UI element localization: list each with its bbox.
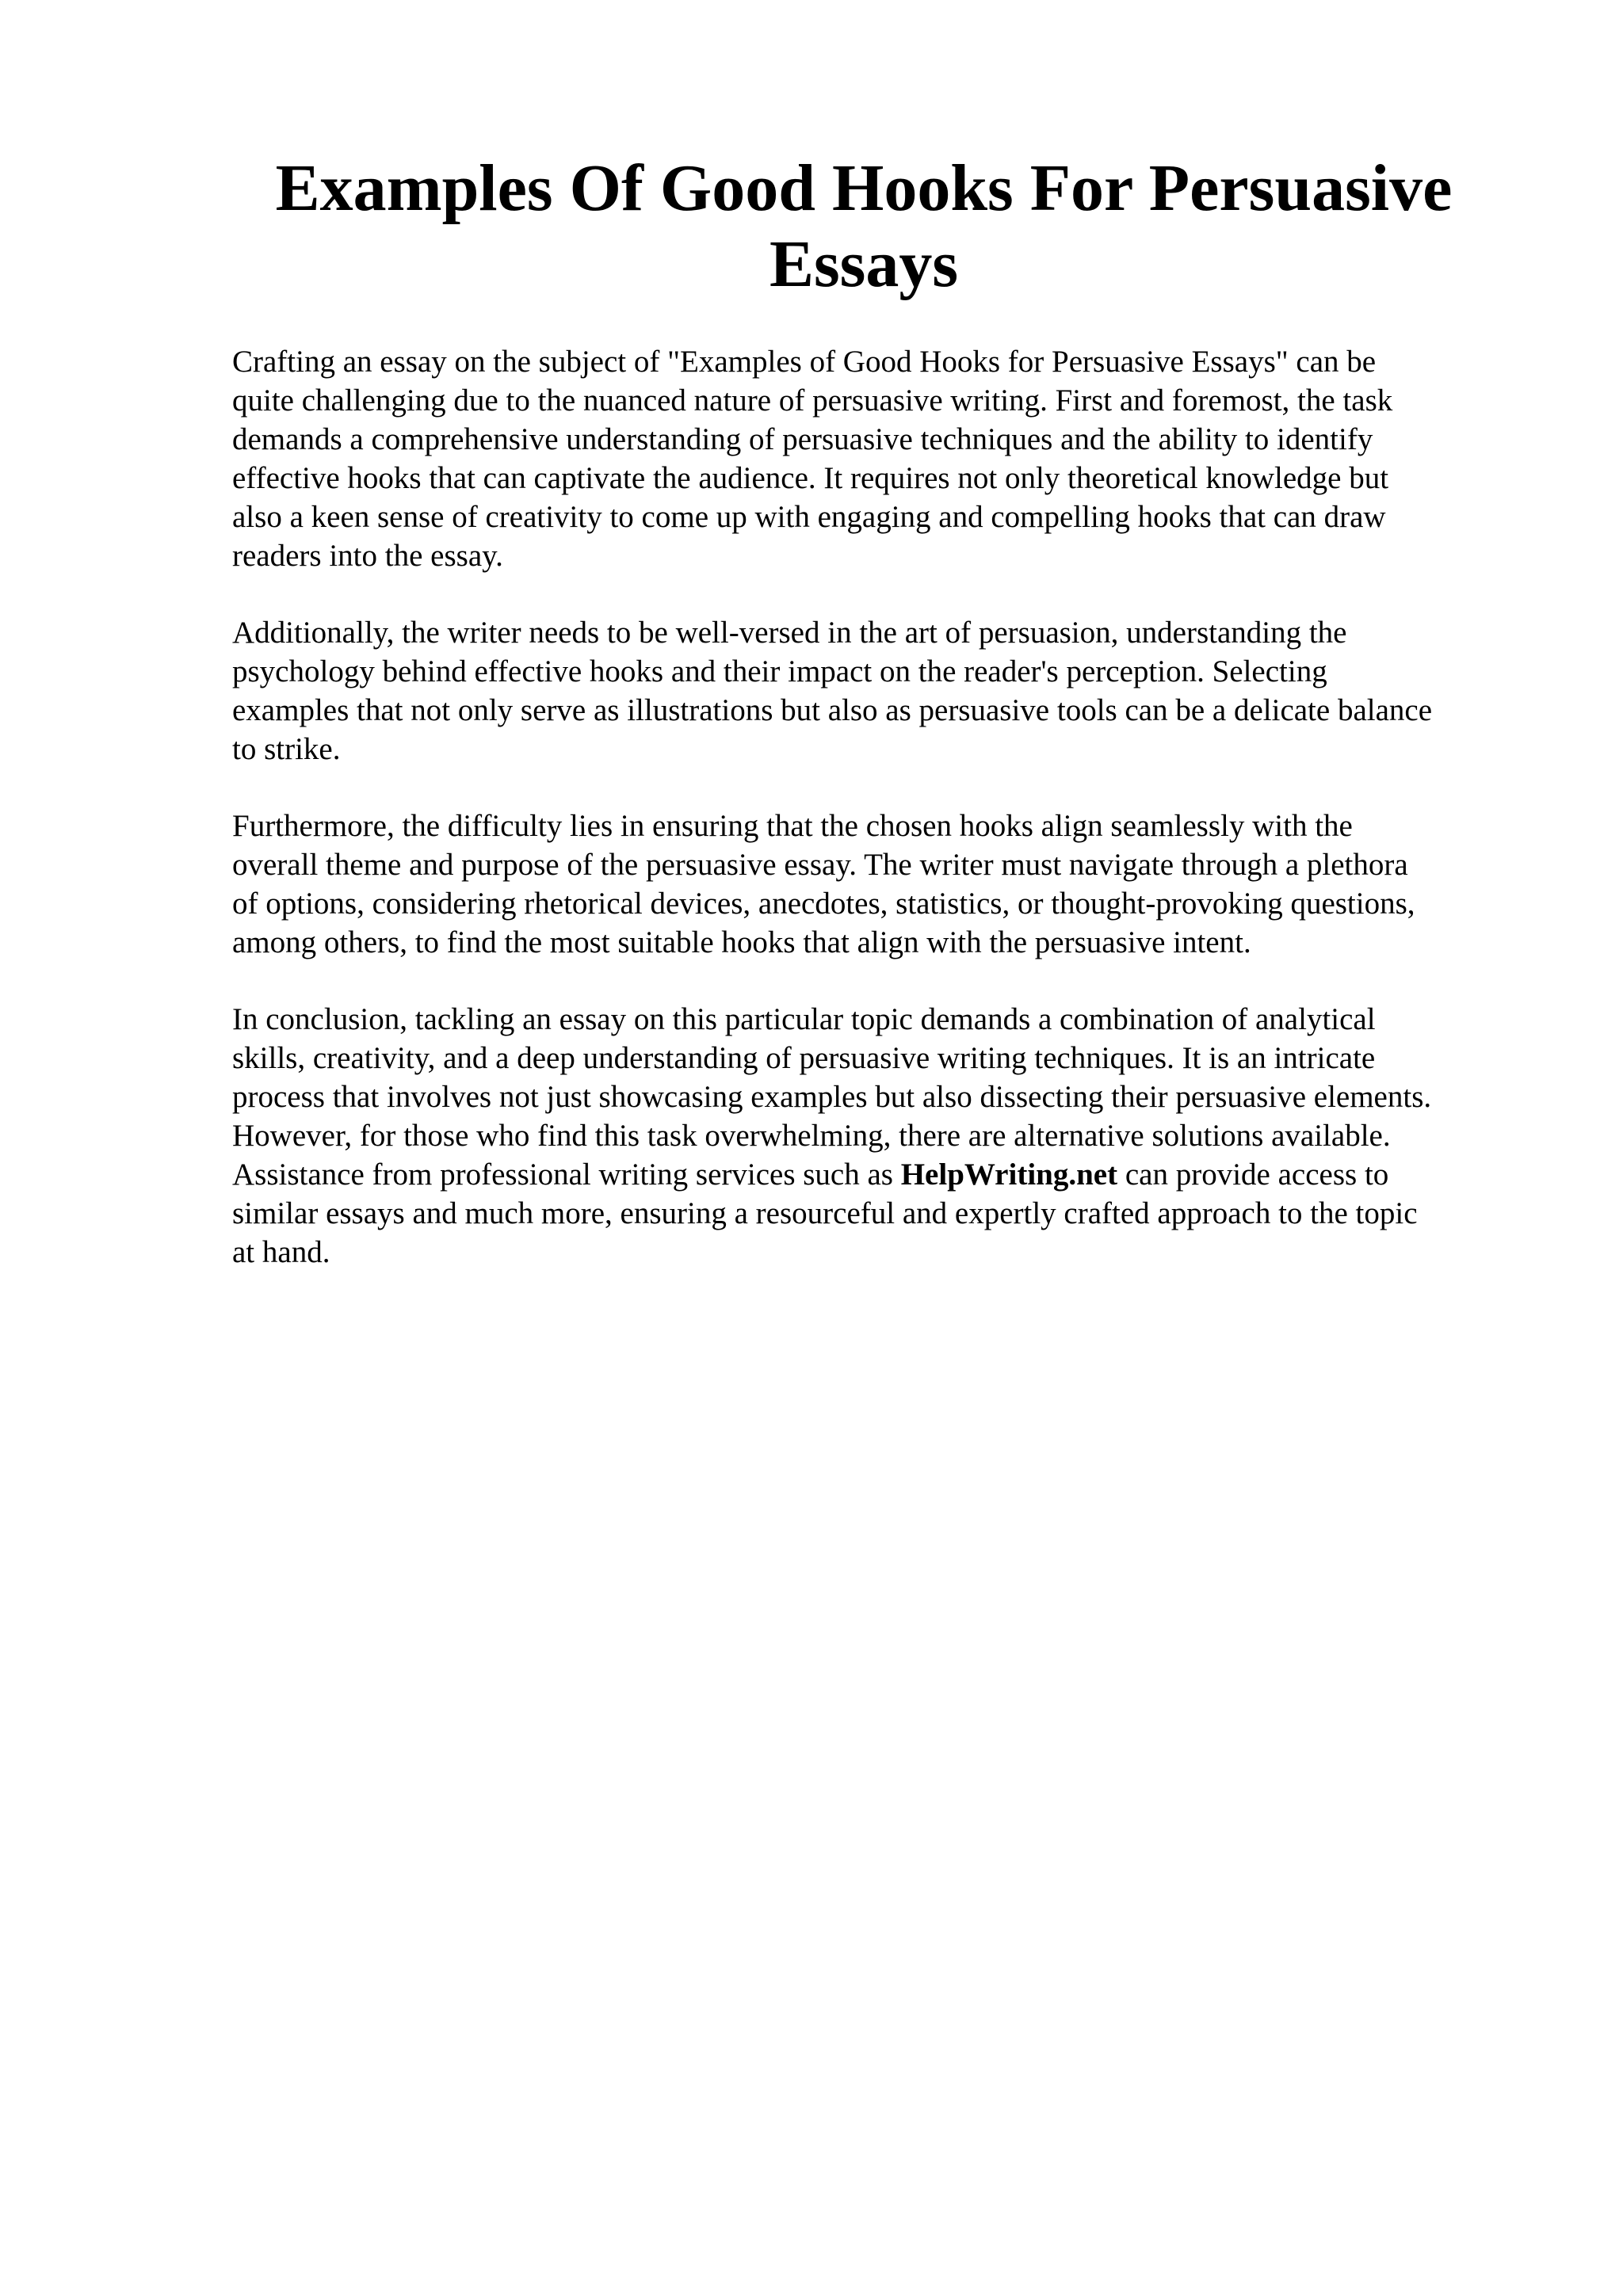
paragraph-line: readers into the essay. (232, 539, 503, 573)
paragraph-1 (232, 342, 1510, 575)
helpwriting-link[interactable]: HelpWriting.net (900, 1158, 1118, 1192)
paragraph-line: overall theme and purpose of the persuasive essay. The writer must navigate through a plethora (232, 848, 1408, 882)
title-line-1: Examples Of Good Hooks For Persuasive (275, 151, 1453, 225)
paragraph-line: Crafting an essay on the subject of "Examples of Good Hooks for Persuasive Essays" can be (232, 345, 1377, 379)
paragraph-3 (232, 807, 1510, 962)
paragraph-line: quite challenging due to the nuanced nature of persuasive writing. First and foremost, the task (232, 383, 1393, 418)
assistance-text-before: Assistance from professional writing services such as (232, 1158, 901, 1192)
assistance-line (232, 1155, 1510, 1194)
paragraph-line: Additionally, the writer needs to be well-versed in the art of persuasion, understanding the (232, 616, 1347, 650)
paragraph-line: skills, creativity, and a deep understanding of persuasive writing techniques. It is an intricate (232, 1041, 1376, 1075)
paragraph-line: effective hooks that can captivate the audience. It requires not only theoretical knowledge but (232, 461, 1389, 495)
paragraph-4 (232, 1000, 1510, 1272)
paragraph-line: at hand. (232, 1235, 330, 1269)
paragraph-line: demands a comprehensive understanding of persuasive techniques and the ability to identify (232, 422, 1373, 456)
paragraph-line: examples that not only serve as illustrations but also as persuasive tools can be a delicate balance (232, 693, 1433, 727)
paragraph-2 (232, 613, 1510, 769)
paragraph-line: to strike. (232, 732, 341, 766)
paragraph-line: similar essays and much more, ensuring a resourceful and expertly crafted approach to the topic (232, 1196, 1418, 1230)
paragraph-line: However, for those who find this task overwhelming, there are alternative solutions available. (232, 1119, 1391, 1153)
document-body (232, 342, 1510, 1310)
paragraph-line: psychology behind effective hooks and their impact on the reader's perception. Selecting (232, 654, 1327, 688)
assistance-text-after: can provide access to (1117, 1158, 1389, 1192)
paragraph-line: Furthermore, the difficulty lies in ensuring that the chosen hooks align seamlessly with the (232, 809, 1353, 843)
paragraph-line: among others, to find the most suitable hooks that align with the persuasive intent. (232, 925, 1251, 959)
title-line-2: Essays (769, 227, 959, 301)
document-title (230, 151, 1498, 303)
paragraph-line: also a keen sense of creativity to come up with engaging and compelling hooks that can draw (232, 500, 1386, 534)
paragraph-line: of options, considering rhetorical devices, anecdotes, statistics, or thought-provoking questions, (232, 887, 1415, 921)
paragraph-line: process that involves not just showcasing examples but also dissecting their persuasive elements. (232, 1080, 1432, 1114)
paragraph-line: In conclusion, tackling an essay on this particular topic demands a combination of analytical (232, 1002, 1376, 1036)
